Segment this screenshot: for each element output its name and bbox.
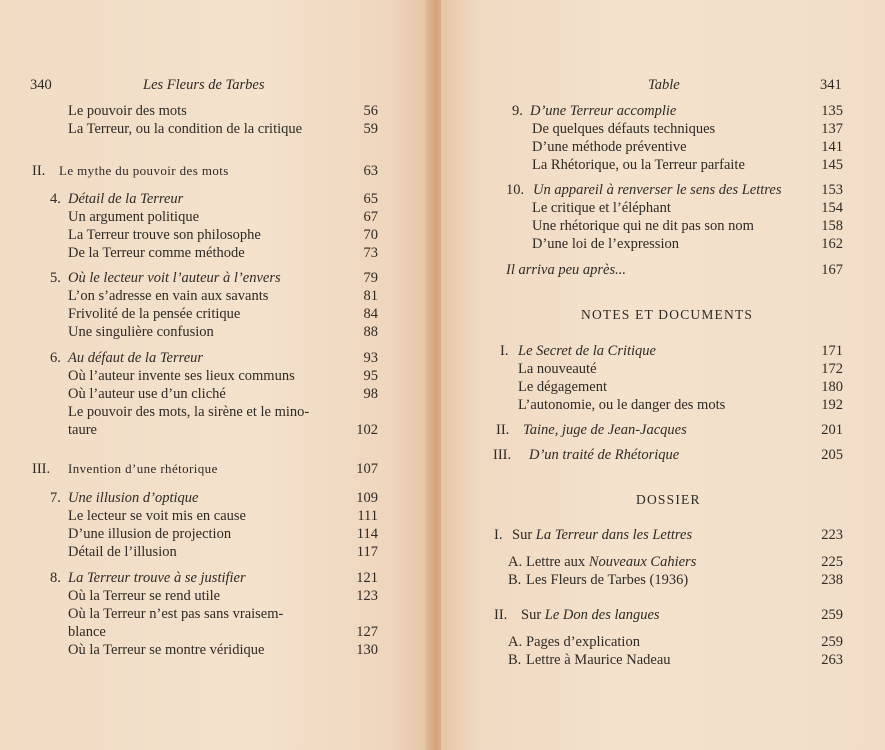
toc-entry-page: 98 [363, 386, 378, 402]
toc-entry-number: 6. [50, 350, 61, 366]
toc-entry-page: 137 [821, 121, 843, 137]
toc-entry-label-text: Le pouvoir des mots, la sirène et le mino- [68, 404, 310, 420]
toc-entry-label [68, 403, 309, 421]
toc-entry-label [68, 287, 268, 305]
toc-entry-page: 121 [356, 570, 378, 586]
toc-entry-label-text: Détail de la Terreur [68, 191, 184, 207]
toc-entry-page: 180 [821, 379, 843, 395]
toc-entry-page: 114 [356, 526, 378, 542]
toc-entry-label-text: L’autonomie, ou le danger des mots [518, 397, 726, 413]
toc-entry-label [68, 190, 183, 208]
left-running-title: Les Fleurs de Tarbes [143, 77, 265, 93]
toc-entry-number: 8. [50, 570, 61, 586]
toc-entry-label [68, 305, 240, 323]
toc-entry-page: 259 [821, 634, 843, 650]
toc-entry-page: 145 [821, 157, 843, 173]
toc-entry-page: 73 [363, 245, 378, 261]
toc-entry-label [532, 217, 754, 235]
toc-entry-page: 84 [363, 306, 378, 322]
toc-entry-label-text: La Terreur, ou la condition de la critique [68, 121, 303, 137]
toc-entry-label-italic: Le Don des langues [544, 607, 660, 623]
toc-entry-page: 67 [363, 209, 378, 225]
toc-entry-label [68, 120, 302, 138]
toc-entry-label [521, 606, 660, 624]
toc-entry-label-text: Frivolité de la pensée critique [68, 306, 241, 322]
toc-entry-label [68, 385, 226, 403]
toc-entry-label [532, 235, 679, 253]
toc-entry-page: 56 [363, 103, 378, 119]
toc-entry-page: 162 [821, 236, 843, 252]
toc-entry-label-text: Sur [521, 607, 545, 623]
toc-entry-label-text: Sur [512, 527, 536, 543]
toc-entry-label-text: Au défaut de la Terreur [68, 350, 204, 366]
toc-entry-page: 205 [821, 447, 843, 463]
toc-entry-label-text: Lettre à Maurice Nadeau [526, 652, 671, 668]
toc-entry-label-text: D’une Terreur accomplie [530, 103, 677, 119]
toc-entry-label-text: Lettre aux [526, 554, 589, 570]
toc-entry-label-text: La Rhétorique, ou la Terreur parfaite [532, 157, 745, 173]
toc-entry-label [532, 156, 745, 174]
toc-entry-label-text: Le dégagement [518, 379, 607, 395]
toc-entry-label-text: De la Terreur comme méthode [68, 245, 245, 261]
toc-entry-page: 171 [821, 343, 843, 359]
toc-entry-label [68, 421, 97, 439]
toc-entry-label-text: Où la Terreur se rend utile [68, 588, 221, 604]
toc-entry-label [68, 226, 261, 244]
toc-entry-label [532, 138, 687, 156]
toc-entry-page: 127 [356, 624, 378, 640]
toc-entry-page: 102 [356, 422, 378, 438]
toc-entry-label [68, 367, 295, 385]
toc-entry-label-text: D’une loi de l’expression [532, 236, 679, 252]
toc-entry-label-text: Pages d’explication [526, 634, 640, 650]
toc-entry-number: B. [508, 572, 522, 588]
toc-entry-label [68, 623, 106, 641]
toc-entry-label [68, 489, 199, 507]
toc-entry-page: 158 [821, 218, 843, 234]
toc-entry-number: A. [508, 554, 523, 570]
toc-entry-label [68, 269, 281, 287]
toc-entry-label-text: Le Secret de la Critique [518, 343, 656, 359]
toc-entry-number: II. [494, 607, 508, 623]
toc-entry-label [518, 396, 725, 414]
toc-entry-page: 109 [356, 490, 378, 506]
section-heading-notes: NOTES ET DOCUMENTS [581, 307, 754, 322]
toc-entry-label [526, 571, 688, 589]
toc-entry-page: 263 [821, 652, 843, 668]
toc-entry-page: 201 [821, 422, 843, 438]
toc-entry-number: III. [32, 461, 51, 477]
toc-entry-label-text: D’une illusion de projection [68, 526, 232, 542]
toc-entry-label-text: D’un traité de Rhétorique [529, 447, 680, 463]
toc-entry-page: 154 [821, 200, 843, 216]
toc-entry-page: 130 [356, 642, 378, 658]
toc-entry-page: 225 [821, 554, 843, 570]
toc-entry-page: 259 [821, 607, 843, 623]
toc-entry-page: 111 [357, 508, 378, 524]
toc-entry-page: 223 [821, 527, 843, 543]
toc-entry-label [512, 526, 692, 544]
toc-entry-page: 238 [821, 572, 843, 588]
toc-entry-label [529, 446, 679, 464]
toc-entry-label [526, 633, 640, 651]
toc-entry-label [68, 323, 214, 341]
toc-entry-label-text: D’une méthode préventive [532, 139, 687, 155]
toc-entry-label [68, 605, 283, 623]
toc-entry-page: 117 [356, 544, 378, 560]
toc-entry-label-text: Où la Terreur n’est pas sans vraisem- [68, 606, 284, 622]
toc-entry-label-text: Un argument politique [68, 209, 200, 225]
toc-entry-number: III. [493, 447, 512, 463]
toc-entry-page: 81 [363, 288, 378, 304]
toc-entry-label [68, 569, 246, 587]
toc-entry-page: 192 [821, 397, 843, 413]
toc-entry-label [518, 378, 607, 396]
toc-entry-label [68, 525, 231, 543]
toc-entry-label-text: Où la Terreur se montre véridique [68, 642, 265, 658]
toc-entry-label [526, 651, 671, 669]
toc-entry-page: 153 [821, 182, 843, 198]
toc-entry-label [68, 543, 177, 561]
toc-entry-page: 172 [821, 361, 843, 377]
toc-entry-label-text: Il arriva peu après... [506, 262, 627, 278]
toc-entry-label [68, 349, 203, 367]
toc-entry-label [532, 199, 671, 217]
toc-entry-label-text: Détail de l’illusion [68, 544, 177, 560]
toc-entry-label-text: La Terreur trouve à se justifier [68, 570, 246, 586]
toc-entry-label-text: La Terreur trouve son philosophe [68, 227, 261, 243]
toc-entry-label [532, 120, 715, 138]
toc-entry-label-text: Un appareil à renverser le sens des Lettres [533, 182, 782, 198]
toc-entry-label-italic: Nouveaux Cahiers [588, 554, 697, 570]
toc-entry-label [533, 181, 781, 199]
toc-entry-page: 167 [821, 262, 843, 278]
toc-entry-label-text: Invention d’une rhétorique [68, 461, 218, 476]
toc-entry-page: 135 [821, 103, 843, 119]
toc-entry-label [530, 102, 676, 120]
toc-entry-label-text: Une illusion d’optique [68, 490, 199, 506]
toc-entry-label-text: Où l’auteur invente ses lieux communs [68, 368, 295, 384]
toc-entry-label-text: L’on s’adresse en vain aux savants [68, 288, 269, 304]
toc-entry-label-italic: La Terreur dans les Lettres [535, 527, 693, 543]
toc-entry-label-text: Le mythe du pouvoir des mots [59, 163, 229, 178]
toc-entry-label [59, 162, 229, 180]
toc-entry-label-text: blance [68, 624, 106, 640]
toc-entry-label [506, 261, 626, 279]
toc-entry-label [518, 342, 656, 360]
toc-entry-label [68, 102, 187, 120]
toc-entry-number: I. [500, 343, 509, 359]
toc-entry-number: A. [508, 634, 523, 650]
toc-entry-page: 70 [363, 227, 378, 243]
toc-entry-label-text: taure [68, 422, 97, 438]
toc-entry-number: 7. [50, 490, 61, 506]
toc-entry-page: 65 [363, 191, 378, 207]
toc-entry-label-text: Le pouvoir des mots [68, 103, 187, 119]
toc-entry-number: II. [32, 163, 46, 179]
toc-entry-number: 5. [50, 270, 61, 286]
toc-entry-page: 63 [363, 163, 378, 179]
toc-entry-label [68, 244, 245, 262]
toc-entry-label-text: Taine, juge de Jean-Jacques [523, 422, 687, 438]
toc-entry-page: 123 [356, 588, 378, 604]
toc-entry-number: 9. [512, 103, 523, 119]
toc-entry-page: 79 [363, 270, 378, 286]
toc-entry-label-text: Le lecteur se voit mis en cause [68, 508, 246, 524]
toc-entry-page: 95 [363, 368, 378, 384]
right-running-title: Table [648, 77, 680, 93]
toc-entry-label-text: Les Fleurs de Tarbes (1936) [526, 572, 689, 588]
right-page-number: 341 [820, 77, 842, 93]
toc-entry-label [68, 507, 246, 525]
toc-entry-page: 59 [363, 121, 378, 137]
toc-entry-label [518, 360, 597, 378]
toc-entry-label [68, 641, 264, 659]
toc-entry-number: B. [508, 652, 522, 668]
toc-entry-page: 107 [356, 461, 378, 477]
toc-entry-number: 4. [50, 191, 61, 207]
toc-entry-label [526, 553, 696, 571]
toc-entry-label-text: De quelques défauts techniques [532, 121, 716, 137]
toc-entry-label-text: Le critique et l’éléphant [532, 200, 671, 216]
left-page-number: 340 [30, 77, 52, 93]
toc-entry-label [68, 208, 199, 226]
toc-entry-label-text: Une singulière confusion [68, 324, 214, 340]
toc-entry-label-text: La nouveauté [518, 361, 597, 377]
toc-entry-page: 93 [363, 350, 378, 366]
toc-entry-label [523, 421, 687, 439]
toc-entry-label-text: Une rhétorique qui ne dit pas son nom [532, 218, 754, 234]
toc-entry-label-text: Où l’auteur use d’un cliché [68, 386, 226, 402]
toc-entry-label [68, 587, 220, 605]
toc-entry-page: 141 [821, 139, 843, 155]
toc-entry-number: 10. [506, 182, 525, 198]
toc-entry-label [68, 460, 218, 478]
toc-entry-number: II. [496, 422, 510, 438]
toc-entry-page: 88 [363, 324, 378, 340]
toc-entry-number: I. [494, 527, 503, 543]
section-heading-dossier: DOSSIER [636, 492, 701, 507]
toc-entry-label-text: Où le lecteur voit l’auteur à l’envers [68, 270, 281, 286]
